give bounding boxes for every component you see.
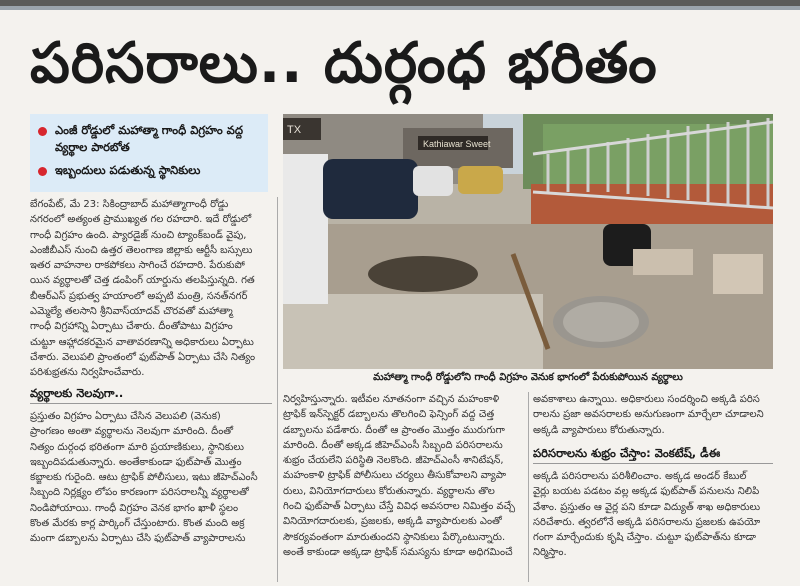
text-line: కొంత మేరకు కార్ల పార్కింగ్ చేస్తుంటారు. కొంత మంది అక్ర (30, 518, 245, 530)
text-line: రాలను ప్రజా అవసరాలకు అనుగుణంగా మార్చేలా చూడాలని (533, 409, 764, 421)
text-line: మంగా డబ్బాలను ఏర్పాటు చేసి ఫుట్‌పాత్ వ్యాపారాలను (30, 533, 246, 545)
text-line: అక్కడి వ్యాపారులు కోరుతున్నారు. (533, 424, 665, 436)
article-column-1 (30, 197, 272, 381)
text-line: అక్కడి పరిసరాలను పరిశీలించాం. అక్కడ అండర్ కేబుల్ (533, 471, 747, 482)
highlight-item (36, 162, 262, 179)
news-photo (283, 114, 773, 369)
street-scene-illustration (283, 114, 773, 369)
highlight-text: ఎంజీ రోడ్డులో మహాత్మా గాంధీ విగ్రహం వద్ద వ్యర్థాల పారబోత (55, 123, 243, 154)
text-line: నిర్మిస్తాం. (533, 547, 567, 559)
text-line: రులు, వినియోగదారులు కోరుతున్నారు. వ్యర్థాలను తొల (283, 485, 495, 497)
top-rule-secondary (0, 6, 800, 10)
text-line: గాంధీ విగ్రహం ఉంది. ప్యారడైజ్ నుంచి ట్యాంక్‌బండ్ వైపు, (30, 229, 247, 241)
text-line: చుట్టూ ఆహ్లాదకరమైన వాతావరణాన్ని అధికారులు ఏర్పాటు (30, 336, 254, 348)
article-column-3-bottom (533, 469, 773, 561)
text-line: అంతే కాకుండా అక్కడా ట్రాఫిక్ సమస్యను కూడా అధిగమించే (283, 546, 513, 558)
text-line: కబ్జాలకు గురైంది. ఆటు ట్రాఫిక్ పోలీసులు, ఇటు జీహెచ్ఎంసీ (30, 472, 258, 484)
article-column-1-bottom (30, 409, 272, 547)
text-line: నిత్యం దుర్గంధ భరితంగా మారి ప్రయాణికులు, స్థానికులు (30, 441, 244, 453)
text-line: శుభ్రం చేయలేని పరిస్థితి నెలకొంది. జీహెచ్ఎంసీ శానిటేషన్, (283, 455, 504, 467)
text-line: గాంధీ విగ్రహాన్ని ఏర్పాటు చేశారు. దీంతోపాటు విగ్రహం (30, 321, 233, 333)
text-line: యిన వ్యర్థాలతో చెత్త డంపింగ్ యార్డును తలపిస్తున్నది. గత (30, 275, 255, 287)
highlights-box (30, 114, 268, 192)
text-line: చేశారు. వెలుపలి ప్రాంతంలో ఫుట్‌పాత్ ఏర్పాటు చేసి నిత్యం (30, 351, 256, 363)
text-line: పరిశుభ్రతను నిర్వహించేవారు. (30, 367, 145, 379)
highlight-item (36, 122, 262, 156)
text-line: వినియోగదారులకు, ప్రజలకు, అక్కడి వ్యాపారులకు ఎంతో (283, 516, 502, 528)
text-line: సిబ్బంది నిర్లక్ష్యం లోపం కారణంగా పరిసరాలన్నీ వ్యర్థాలతో (30, 487, 249, 499)
text-line: బేగంపేట్, మే 23: సికింద్రాబాద్ మహాత్మాగాంధీ రోడ్డు (30, 199, 229, 210)
text-line: ఎమ్మెల్యే తలసాని శ్రీనివాస్‌యాదవ్ చొరవతో మహాత్మా (30, 306, 233, 318)
text-line: అవకాశాలు ఉన్నాయి. అధికారులు సందర్శించి అక్కడి పరిస (533, 394, 760, 405)
text-line: నిండిపోయాయి. గాంధీ విగ్రహం వెనక భాగం ఖాళీ స్థలం (30, 502, 239, 514)
text-line: ప్రాంగణం అంతా వ్యర్థాలను నెలవుగా మారింది. దీంతో (30, 426, 234, 438)
headline: పరిసరాలు.. దుర్గంధ భరితం (30, 31, 658, 96)
article-column-3 (533, 392, 773, 438)
text-line: సౌకర్యవంతంగా మారుతుందని స్థానికులు పేర్కొంటున్నారు. (283, 531, 506, 543)
text-line: సరిచేశారు. త్వరలోనే అక్కడి పరిసరాలను ప్రజలకు ఉపయో (533, 516, 761, 528)
text-line: ఎంజీబీఎస్ నుంచి ఉత్తర తెలంగాణ జిల్లాకు ఆర్టీసీ బస్సులు (30, 244, 253, 256)
subheading-rule (30, 403, 272, 404)
text-line: నిర్వహిస్తున్నారు. ఇటీవల నూతనంగా వచ్చిన మహంకాళి (283, 394, 500, 405)
bullet-icon (38, 167, 47, 176)
top-sign: TX (287, 124, 302, 136)
text-line: ప్రస్తుతం విగ్రహం ఏర్పాటు చేసిన వెలుపలి (వెనుక) (30, 411, 221, 422)
text-line: ఇతర వాహనాల రాకపోకలు సాగించే రహదారి. పేరుకుపో (30, 260, 245, 272)
text-line: డబ్బాలను పడేశారు. దీంతో ఆ ప్రాంతం మొత్తం మురుగుగా (283, 424, 505, 436)
shop-sign: Kathiawar Sweet (423, 139, 491, 149)
text-line: మహంకాళి ట్రాఫిక్ పోలీసులు చర్యలు తీసుకోవాలని వ్యాపా (283, 470, 507, 482)
column-divider (528, 392, 529, 582)
column-divider (277, 197, 278, 582)
text-line: వైర్లు బయట పడటం వల్ల అక్కడ ఫుట్‌పాత్ పనులను నిలిపి (533, 486, 760, 498)
highlight-text: ఇబ్బందులు పడుతున్న స్థానికులు (55, 163, 201, 177)
text-line: వేశాం. ప్రస్తుతం ఆ వైర్ల పని కూడా విద్యుత్ శాఖ అధికారులు (533, 501, 761, 513)
photo-caption: మహాత్మా గాంధీ రోడ్డులోని గాంధీ విగ్రహం వెనుక భాగంలో పేరుకుపోయిన వ్యర్థాలు (283, 369, 773, 389)
text-line: మారింది. దీంతో అక్కడ జీహెచ్ఎంసీ సిబ్బంది పరిసరాలను (283, 439, 503, 451)
text-line: ఇబ్బందిపడుతున్నారు. అంతేకాకుండా ఫుట్‌పాత్ మొత్తం (30, 456, 242, 468)
text-line: గంగా మార్చేందుకు కృషి చేస్తాం. చుట్టూ ఫుట్‌పాత్‌ను కూడా (533, 532, 756, 544)
article-column-2 (283, 392, 523, 560)
subheading-rule (533, 463, 773, 464)
text-line: బీఆర్ఎస్ ప్రభుత్వ హయాంలో అప్పటి మంత్రి, సనత్‌నగర్ (30, 290, 248, 302)
text-line: గించి ఫుట్‌పాత్ ఏర్పాటు చేస్తే వివిధ అవసరాల నిమిత్తం వచ్చే (283, 501, 516, 513)
text-line: ట్రాఫిక్ ఇన్‌స్పెక్టర్ డబ్బాలను తొలగించి ఫెన్సింగ్ వద్ద చెత్త (283, 409, 495, 421)
bullet-icon (38, 127, 47, 136)
text-line: నగరంలో అత్యంత ప్రాముఖ్యత గల రహదారి. ఇదే రోడ్డులో (30, 214, 252, 226)
subheading-2: పరిసరాలను శుభ్రం చేస్తాం: వెంకటేష్, డీఈ (533, 446, 721, 460)
subheading-1: వ్యర్థాలకు నెలవుగా.. (30, 386, 124, 400)
